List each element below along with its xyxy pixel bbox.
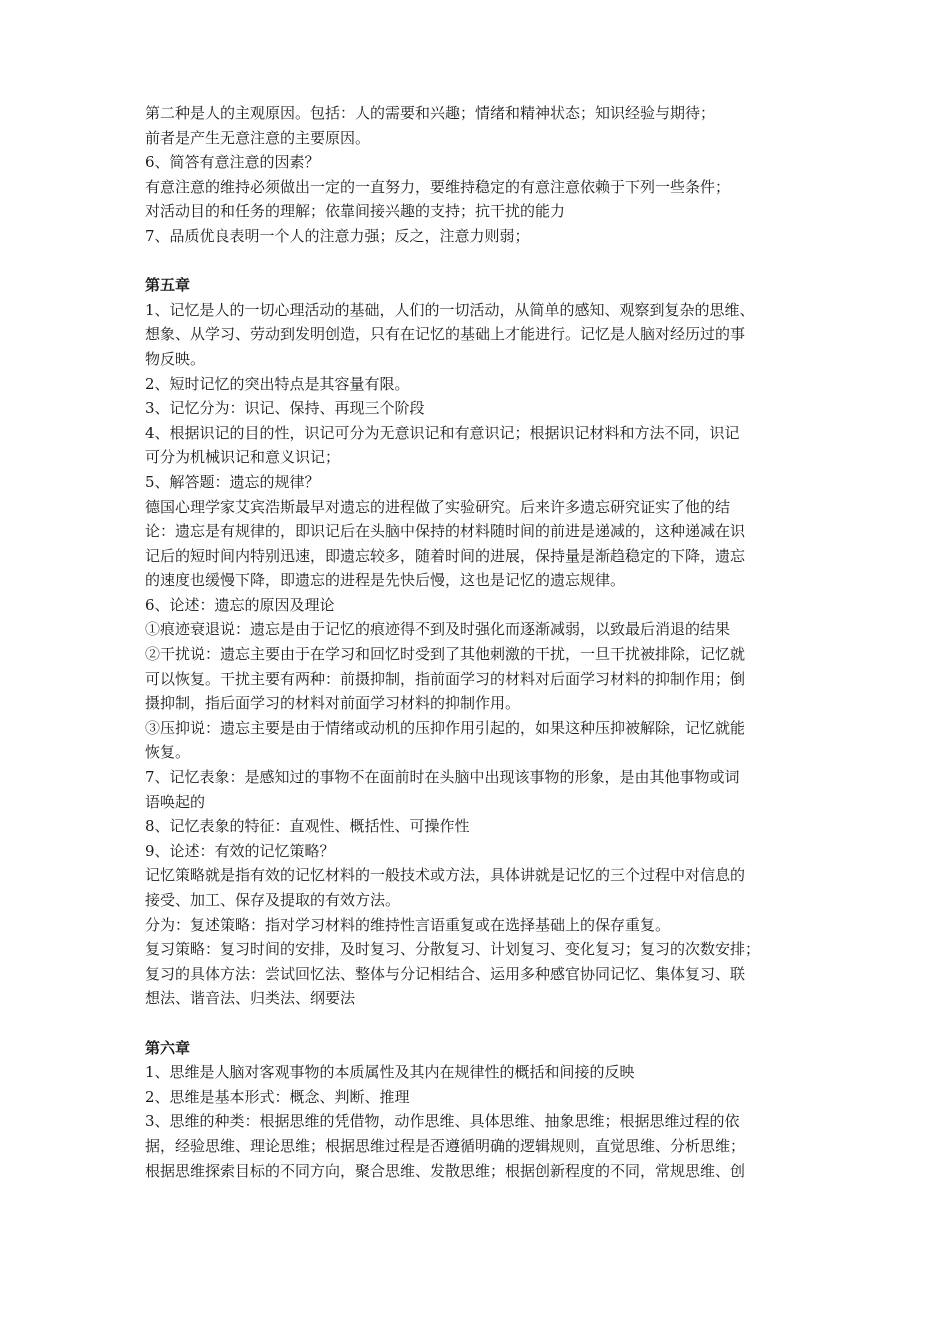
text-line: 9、论述：有效的记忆策略？ bbox=[145, 841, 335, 860]
text-line: 第二种是人的主观原因。包括：人的需要和兴趣；情绪和精神状态；知识经验与期待； bbox=[145, 104, 716, 122]
section-spacer bbox=[145, 249, 825, 274]
text-line: 可以恢复。干扰主要有两种：前摄抑制，指前面学习的材料对后面学习材料的抑制作用；倒 bbox=[145, 669, 746, 688]
text-line: 对活动目的和任务的理解；依靠间接兴趣的支持；抗干扰的能力 bbox=[145, 202, 566, 221]
chapter-heading: 第五章 bbox=[145, 276, 191, 295]
text-line: 2、思维是基本形式：概念、判断、推理 bbox=[145, 1087, 410, 1106]
text-line: 语唤起的 bbox=[145, 792, 206, 811]
text-line: 想法、谐音法、归类法、纲要法 bbox=[145, 989, 356, 1008]
section-spacer bbox=[145, 1011, 825, 1036]
text-line: 接受、加工、保存及提取的有效方法。 bbox=[145, 891, 401, 909]
text-line: ②干扰说：遗忘主要由于在学习和回忆时受到了其他刺激的干扰，一旦干扰被排除，记忆就 bbox=[145, 645, 746, 664]
text-line: 可分为机械识记和意义识记； bbox=[145, 448, 341, 467]
text-line: ③压抑说：遗忘主要是由于情绪或动机的压抑作用引起的，如果这种压抑被解除，记忆就能 bbox=[145, 718, 746, 737]
text-line: 有意注意的维持必须做出一定的一直努力，要维持稳定的有意注意依赖于下列一些条件； bbox=[145, 177, 731, 196]
text-line: 3、思维的种类：根据思维的凭借物，动作思维、具体思维、抽象思维；根据思维过程的依 bbox=[145, 1112, 740, 1131]
chapter-heading: 第六章 bbox=[145, 1038, 191, 1057]
text-line: 摄抑制，指后面学习的材料对前面学习材料的抑制作用。 bbox=[145, 694, 521, 713]
text-line: 4、根据识记的目的性，识记可分为无意识记和有意识记；根据识记材料和方法不同，识记 bbox=[145, 423, 740, 442]
section-chapter6 bbox=[145, 1036, 825, 1184]
text-line: 7、记忆表象：是感知过的事物不在面前时在头脑中出现该事物的形象，是由其他事物或词 bbox=[145, 768, 740, 787]
text-line: 恢复。 bbox=[145, 743, 191, 762]
text-line: 记后的短时间内特别迅速，即遗忘较多，随着时间的进展，保持量是渐趋稳定的下降，遗忘 bbox=[145, 546, 746, 565]
text-line: 记忆策略就是指有效的记忆材料的一般技术或方法，具体讲就是记忆的三个过程中对信息的 bbox=[145, 866, 746, 885]
text-line: 3、记忆分为：识记、保持、再现三个阶段 bbox=[145, 399, 425, 418]
text-line: 2、短时记忆的突出特点是其容量有限。 bbox=[145, 374, 410, 393]
text-line: 想象、从学习、劳动到发明创造，只有在记忆的基础上才能进行。记忆是人脑对经历过的事 bbox=[145, 325, 746, 344]
text-line: 6、论述：遗忘的原因及理论 bbox=[145, 595, 335, 614]
section-chapter4-tail bbox=[145, 101, 825, 249]
text-line: 7、品质优良表明一个人的注意力强；反之，注意力则弱； bbox=[145, 226, 530, 245]
text-line: 分为：复述策略：指对学习材料的维持性言语重复或在选择基础上的保存重复。 bbox=[145, 915, 671, 934]
text-line: 8、记忆表象的特征：直观性、概括性、可操作性 bbox=[145, 817, 470, 836]
text-line: 5、解答题：遗忘的规律？ bbox=[145, 472, 320, 491]
text-line: 6、简答有意注意的因素？ bbox=[145, 153, 320, 172]
text-line: 复习的具体方法：尝试回忆法、整体与分记相结合、运用多种感官协同记忆、集体复习、联 bbox=[145, 964, 746, 983]
text-line: 前者是产生无意注意的主要原因。 bbox=[145, 128, 371, 147]
document-page bbox=[145, 101, 825, 1183]
text-line: 1、记忆是人的一切心理活动的基础，人们的一切活动，从简单的感知、观察到复杂的思维、 bbox=[145, 300, 755, 319]
text-line: 1、思维是人脑对客观事物的本质属性及其内在规律性的概括和间接的反映 bbox=[145, 1063, 635, 1082]
text-line: 据，经验思维、理论思维；根据思维过程是否遵循明确的逻辑规则，直觉思维、分析思维； bbox=[145, 1136, 746, 1155]
text-line: 复习策略：复习时间的安排，及时复习、分散复习、计划复习、变化复习；复习的次数安排； bbox=[145, 940, 761, 959]
section-chapter5 bbox=[145, 273, 825, 1011]
text-line: 根据思维探索目标的不同方向，聚合思维、发散思维；根据创新程度的不同，常规思维、创 bbox=[145, 1161, 746, 1180]
text-line: 德国心理学家艾宾浩斯最早对遗忘的进程做了实验研究。后来许多遗忘研究证实了他的结 bbox=[145, 497, 731, 516]
text-line: 的速度也缓慢下降，即遗忘的进程是先快后慢，这也是记忆的遗忘规律。 bbox=[145, 571, 626, 590]
text-line: ①痕迹衰退说：遗忘是由于记忆的痕迹得不到及时强化而逐渐减弱，以致最后消退的结果 bbox=[145, 620, 731, 639]
text-line: 论：遗忘是有规律的，即识记后在头脑中保持的材料随时间的前进是递减的，这种递减在识 bbox=[145, 522, 746, 541]
text-line: 物反映。 bbox=[145, 349, 206, 368]
